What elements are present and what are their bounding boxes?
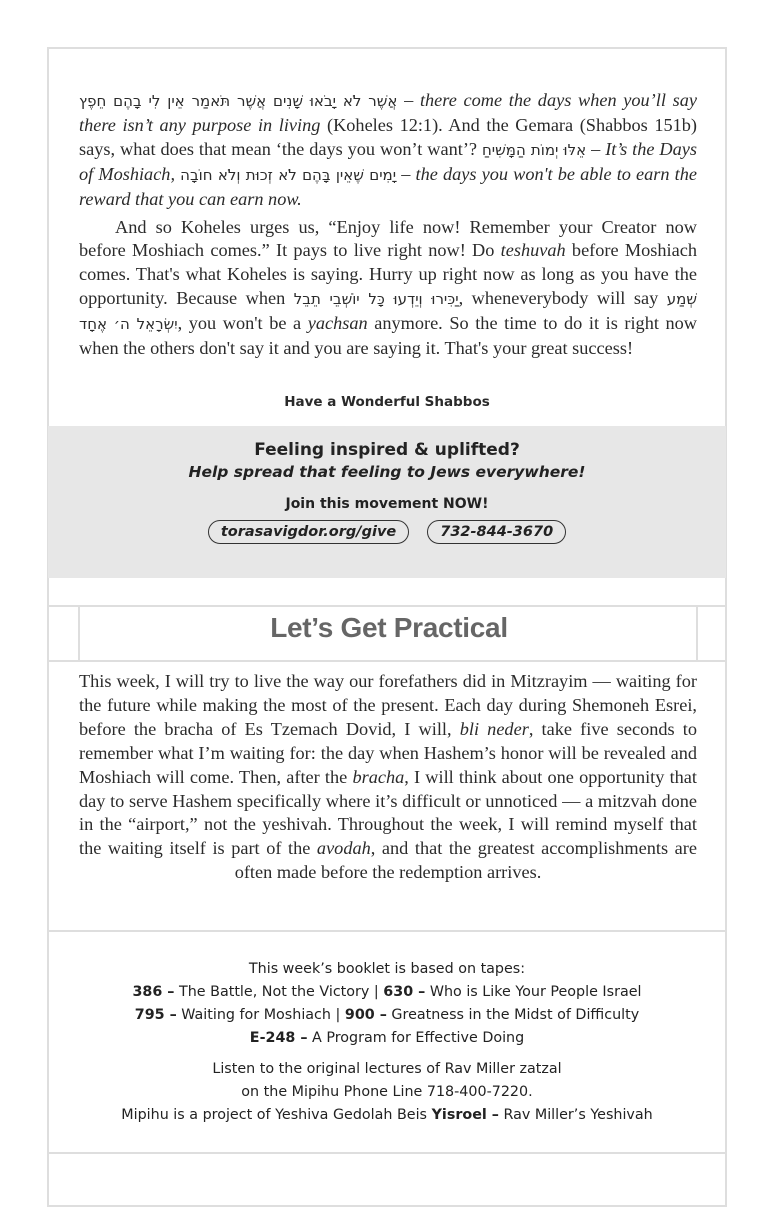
hebrew-quote: יַכִּירוּ וְיֵדְעוּ כָּל יוֹשְׁבֵי תֵבֵל <box>293 290 459 309</box>
term: avodah <box>316 838 371 859</box>
closing-greeting: Have a Wonderful Shabbos <box>284 394 490 410</box>
tape-number: 900 – <box>344 1007 387 1023</box>
hebrew-quote: אֲשֶׁר לֹא יָבֹאוּ שָׁנִים אֲשֶׁר תֹּאמַר אֵין לִי בָהֶם חֵפֶץ <box>79 92 398 110</box>
text: Yisroel – <box>431 1107 499 1123</box>
tape-number: 630 – <box>383 984 426 1000</box>
text: anymore. So the time to do it is right now when the others don't say it and you are saying it. That's your great success! <box>79 313 697 359</box>
donate-headline: Feeling inspired & uplifted? <box>254 440 520 460</box>
tape-title: Who is Like Your People Israel <box>425 984 642 1000</box>
text: , take five seconds to remember what I’m waiting for: the day when Hashem’s honor will be revealed and Moshiach will come. Then, after the <box>79 718 697 787</box>
separator: | <box>373 984 384 1000</box>
listen-line: Listen to the original lectures of Rav Miller zatzal <box>212 1061 562 1077</box>
intro-paragraph-1 <box>79 89 697 212</box>
translation: – there come the days when you’ll say there isn’t any purpose in living <box>79 90 697 135</box>
hebrew-quote: אֵלּוּ יְמוֹת הַמָּשִׁיחַ <box>481 140 587 159</box>
divider <box>48 605 726 607</box>
tape-number: E-248 – <box>249 1030 308 1046</box>
tapes-heading: This week’s booklet is based on tapes: <box>248 961 526 977</box>
hebrew-quote: יָמִים שֶׁאֵין בָּהֶם לֹא זְכוּת וְלֹא חוֹבָה <box>180 165 397 184</box>
term: teshuvah <box>500 240 566 261</box>
text: This week, I will try to live the way our forefathers did in Mitzrayim — waiting for the future while making the most of the present. Each day during Shemoneh Esrei, before the bracha of Es Tzemach Dovid, I will, <box>79 671 697 739</box>
divider <box>48 930 726 932</box>
donate-cta: Join this movement NOW! <box>285 496 489 512</box>
tape-number: 795 – <box>134 1007 177 1023</box>
text: before Moshiach comes. That's what Koheles is saying. Hurry up right now as long as you have the opportunity. Because when <box>79 240 697 309</box>
donate-phone[interactable]: 732-844-3670 <box>427 520 566 544</box>
text: , you won't be a <box>177 313 308 334</box>
text: Mipihu is a project of Yeshiva Gedolah Beis <box>121 1107 432 1123</box>
divider <box>78 605 80 662</box>
term: bracha <box>352 766 405 787</box>
practical-text <box>79 670 697 885</box>
donate-subhead: Help spread that feeling to Jews everywhere! <box>188 463 586 481</box>
intro-paragraph-2 <box>79 216 697 361</box>
tape-number: 386 – <box>132 984 175 1000</box>
tape-title: A Program for Effective Doing <box>307 1030 525 1046</box>
term: bli neder <box>459 718 529 739</box>
section-title: Let’s Get Practical <box>270 612 508 643</box>
tape-line <box>48 1004 726 1027</box>
text: (Koheles 12:1). And the Gemara (Shabbos 151b) says, what does that mean ‘the days you won’t want’? <box>79 114 697 159</box>
separator: | <box>335 1007 345 1023</box>
tape-title: Waiting for Moshiach <box>176 1007 336 1023</box>
text: , I will think about one opportunity that day to serve Hashem specifically where it’s difficult or unnoticed — a mitzvah done in the “airport,” not the yeshivah. Throughout the week, I will remind myself that the waiting itself is part of the <box>79 766 697 859</box>
divider <box>48 1152 726 1154</box>
tape-line <box>48 1027 726 1050</box>
donate-link[interactable]: torasavigdor.org/give <box>208 520 409 544</box>
divider <box>48 660 726 662</box>
text: Rav Miller’s Yeshivah <box>498 1107 653 1123</box>
tapes-info <box>48 958 726 1127</box>
text: , and that the greatest accomplishments are often made before the redemption arrives. <box>234 838 697 883</box>
tape-title: The Battle, Not the Victory <box>174 984 374 1000</box>
text: , wheneverybody will say <box>458 288 667 309</box>
text: And so Koheles urges us, “Enjoy life now! Remember your Creator now before Moshiach comes.” It pays to live right now! Do <box>79 216 697 261</box>
hebrew-quote: שְׁמַע יִשְׂרָאֵל ה׳ אֶחָד <box>79 290 698 334</box>
translation: – It’s the Days of Moshiach, <box>79 138 697 184</box>
donate-banner <box>48 426 726 578</box>
tape-title: Greatness in the Midst of Difficulty <box>386 1007 640 1023</box>
phone-line: on the Mipihu Phone Line 718-400-7220. <box>241 1084 533 1100</box>
term: yachsan <box>307 313 368 334</box>
translation: – the days you won't be able to earn the reward that you can earn now. <box>79 163 698 209</box>
tape-line <box>48 981 726 1004</box>
project-line <box>48 1104 726 1127</box>
intro-text <box>79 89 697 361</box>
